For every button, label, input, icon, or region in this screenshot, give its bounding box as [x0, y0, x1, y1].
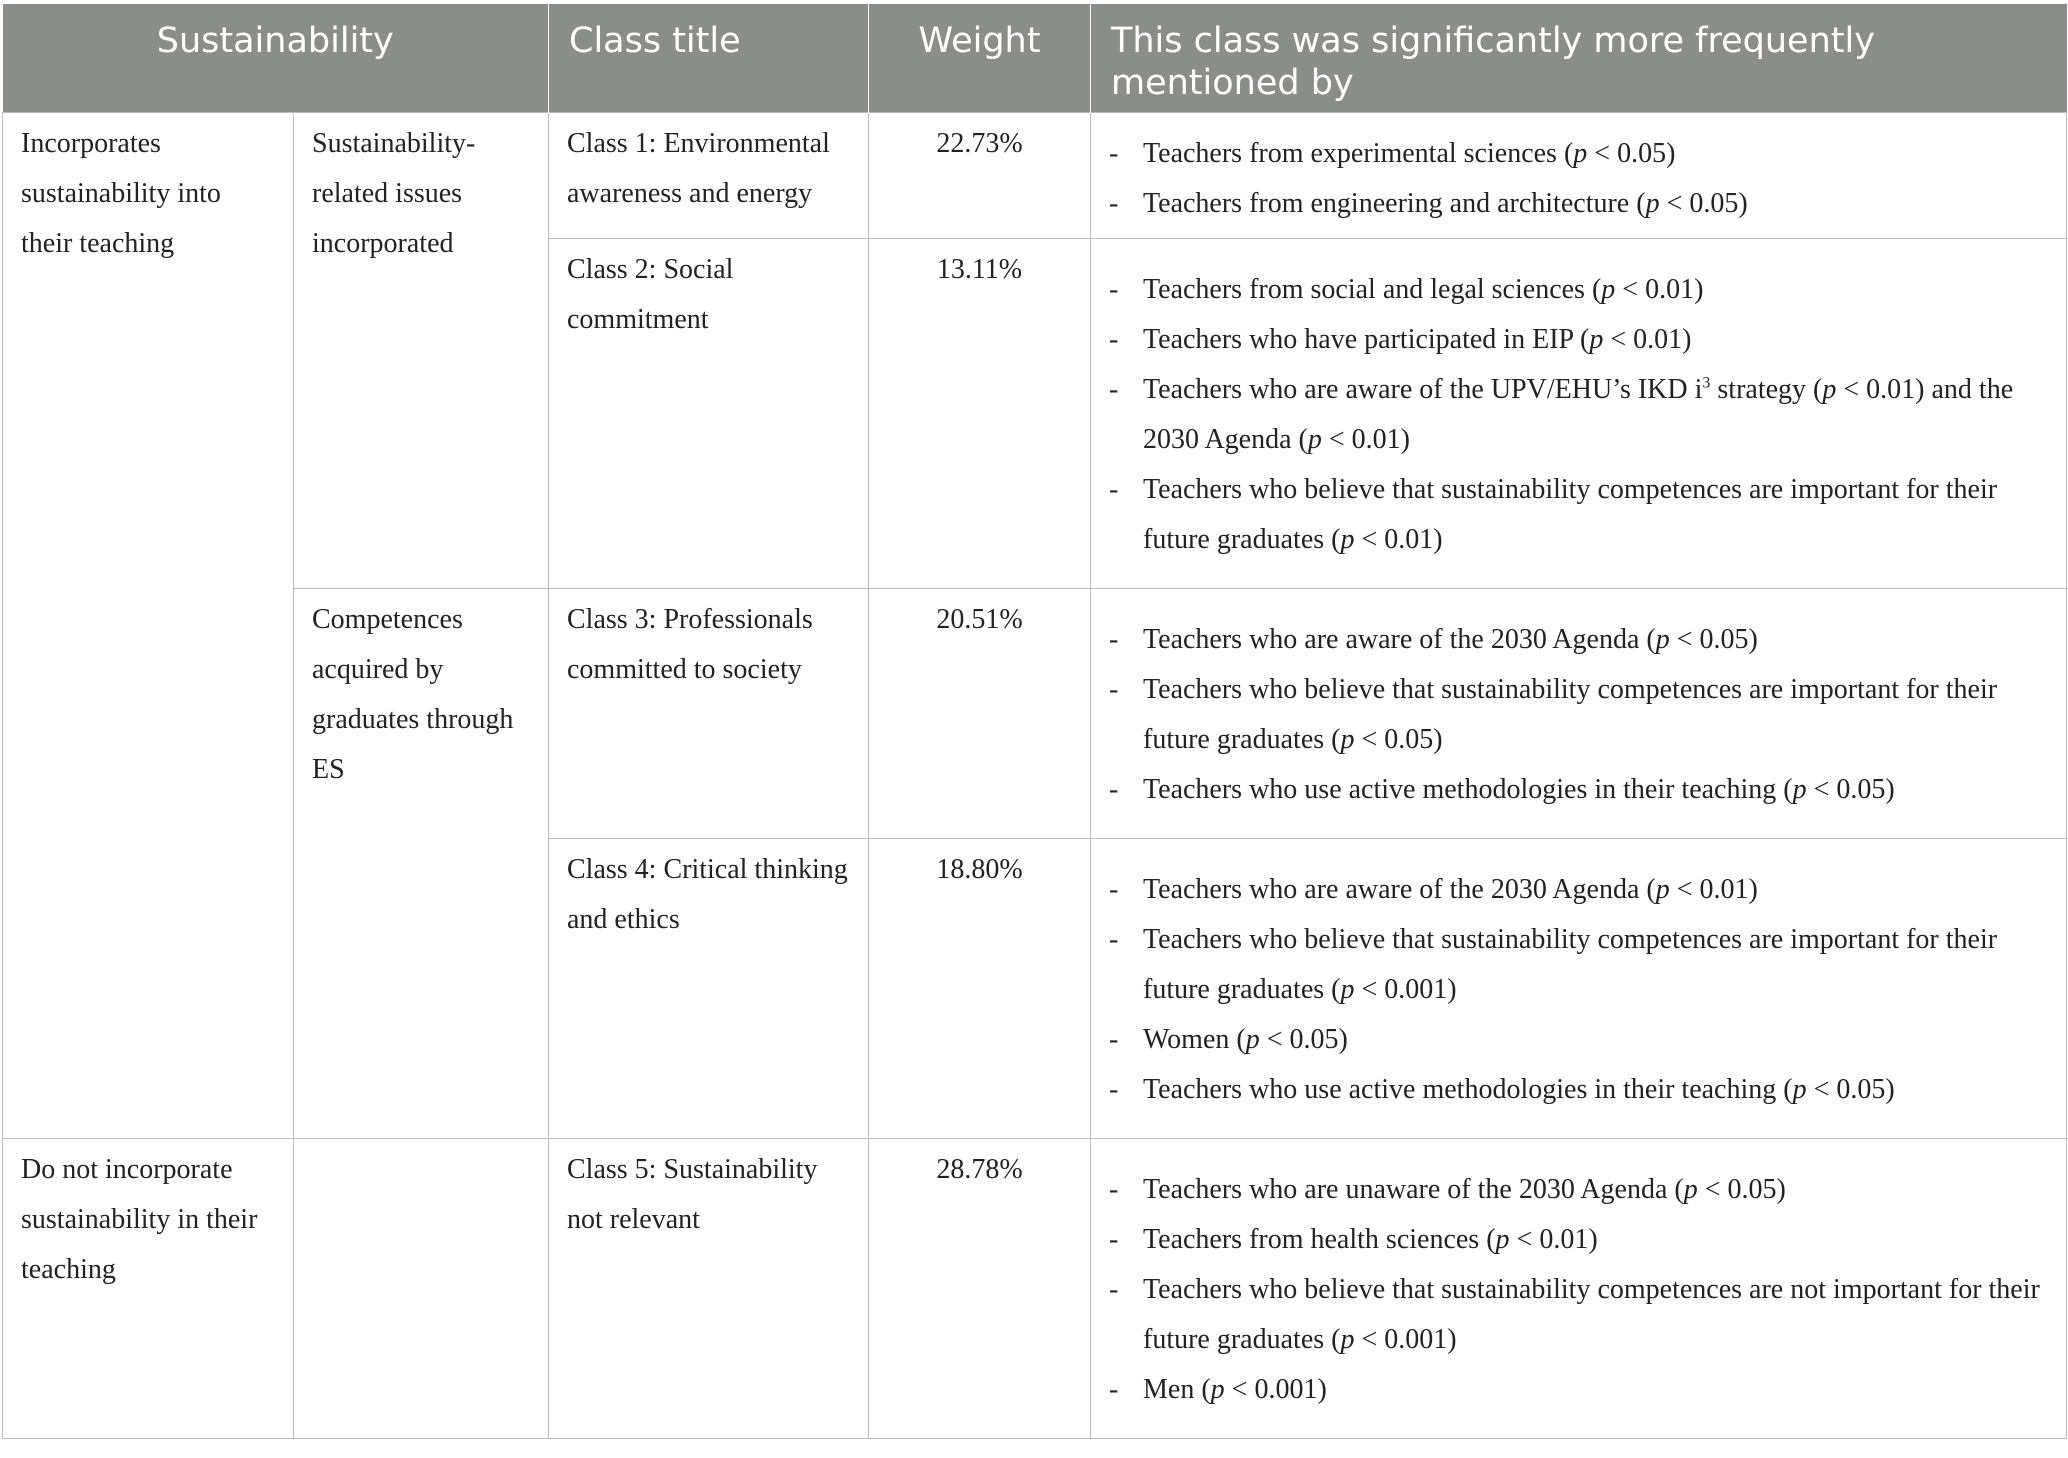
- mentions-list: [1109, 1165, 2048, 1415]
- list-item: - Teachers from health sciences (p < 0.01): [1109, 1224, 1598, 1255]
- list-item: - Teachers who are unaware of the 2030 Agenda (p < 0.05): [1109, 1174, 1786, 1205]
- header-class-title: Class title: [549, 4, 869, 113]
- list-item: - Teachers who are aware of the 2030 Agenda (p < 0.01): [1109, 874, 1758, 905]
- header-row: [3, 4, 2067, 113]
- header-sustainability: Sustainability: [3, 4, 549, 113]
- subcategory-competences: Competences acquired by graduates through ES: [294, 589, 549, 1139]
- mentions-4: [1091, 839, 2067, 1139]
- subcategory-issues: Sustainability-related issues incorporated: [294, 113, 549, 589]
- table-row: [3, 589, 2067, 839]
- mentions-list: [1109, 265, 2048, 565]
- class-title-4: Class 4: Critical thinking and ethics: [549, 839, 869, 1139]
- list-item: - Teachers who believe that sustainability competences are important for their future graduates (p < 0.001): [1109, 924, 1998, 1005]
- list-item: - Teachers who believe that sustainability competences are important for their future graduates (p < 0.05): [1109, 674, 1998, 755]
- list-item: - Teachers who use active methodologies in their teaching (p < 0.05): [1109, 1074, 1895, 1105]
- weight-4: 18.80%: [869, 839, 1091, 1139]
- list-item: - Women (p < 0.05): [1109, 1024, 1348, 1055]
- list-item: - Teachers from experimental sciences (p < 0.05): [1109, 138, 1676, 169]
- header-mentioned-by: This class was significantly more frequently mentioned by: [1091, 4, 2067, 113]
- mentions-list: [1109, 615, 2048, 815]
- class-title-2: Class 2: Social commitment: [549, 239, 869, 589]
- list-item: - Teachers who are aware of the 2030 Agenda (p < 0.05): [1109, 624, 1758, 655]
- classes-table: [2, 4, 2067, 1439]
- weight-3: 20.51%: [869, 589, 1091, 839]
- weight-1: 22.73%: [869, 113, 1091, 239]
- list-item: - Teachers who use active methodologies in their teaching (p < 0.05): [1109, 774, 1895, 805]
- category-incorporates: Incorporates sustainability into their teaching: [3, 113, 294, 1139]
- class-title-5: Class 5: Sustainability not relevant: [549, 1139, 869, 1439]
- class-title-1: Class 1: Environmental awareness and energy: [549, 113, 869, 239]
- list-item: - Men (p < 0.001): [1109, 1374, 1327, 1405]
- list-item: - Teachers from engineering and architecture (p < 0.05): [1109, 188, 1748, 219]
- list-item: - Teachers who believe that sustainability competences are not important for their future graduates (p < 0.001): [1109, 1274, 2040, 1355]
- category-not-incorporate: Do not incorporate sustainability in their teaching: [3, 1139, 294, 1439]
- list-item: - Teachers from social and legal sciences (p < 0.01): [1109, 274, 1704, 305]
- weight-2: 13.11%: [869, 239, 1091, 589]
- mentions-1: [1091, 113, 2067, 239]
- list-item: - Teachers who are aware of the UPV/EHU’s IKD $i^3$ strategy (p < 0.01) and the 2030 Agenda (p < 0.01): [1109, 374, 2014, 455]
- table-row: [3, 113, 2067, 239]
- list-item: - Teachers who have participated in EIP (p < 0.01): [1109, 324, 1692, 355]
- mentions-3: [1091, 589, 2067, 839]
- list-item: - Teachers who believe that sustainability competences are important for their future graduates (p < 0.01): [1109, 474, 1998, 555]
- mentions-5: [1091, 1139, 2067, 1439]
- mentions-2: [1091, 239, 2067, 589]
- header-weight: Weight: [869, 4, 1091, 113]
- mentions-list: [1109, 129, 2048, 229]
- subcategory-empty: [294, 1139, 549, 1439]
- class-title-3: Class 3: Professionals committed to society: [549, 589, 869, 839]
- mentions-list: [1109, 865, 2048, 1115]
- weight-5: 28.78%: [869, 1139, 1091, 1439]
- table-row: [3, 1139, 2067, 1439]
